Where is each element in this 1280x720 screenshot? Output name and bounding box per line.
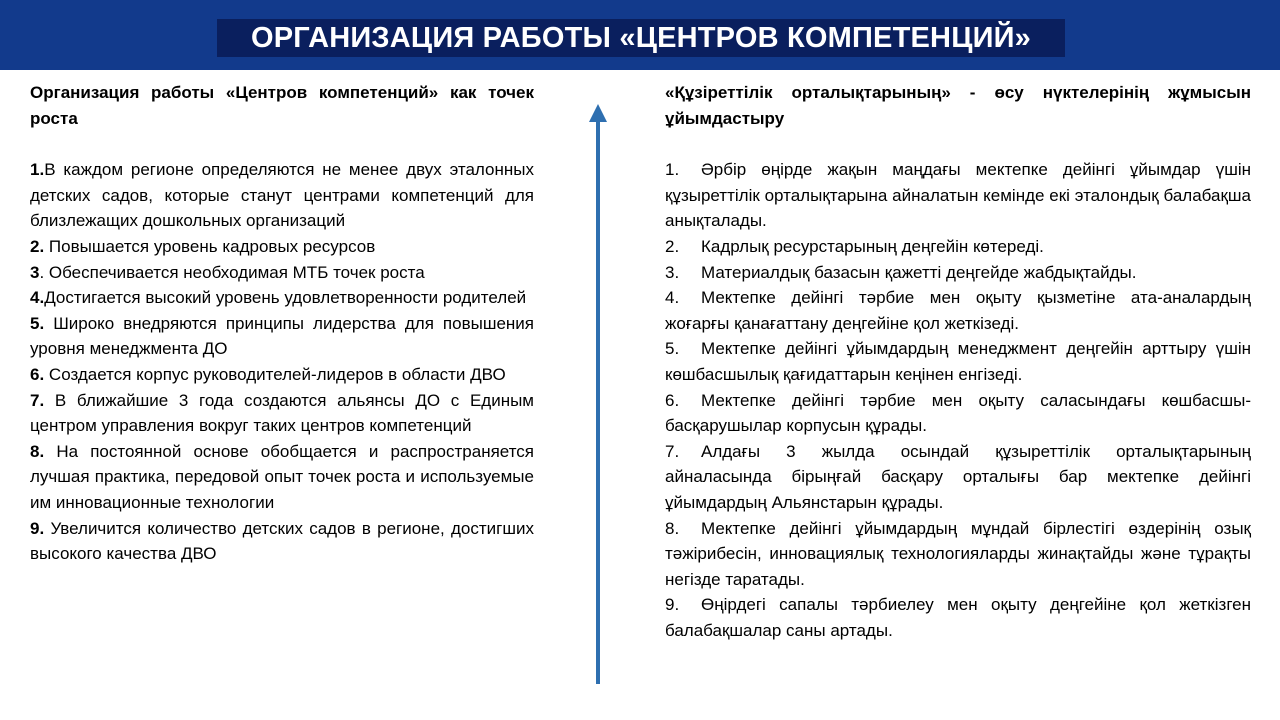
item-number: 7. [30, 390, 45, 410]
item-text: Кадрлық ресурстарының деңгейін көтереді. [701, 236, 1044, 256]
item-number: 8. [30, 441, 45, 461]
item-text: В ближайшие 3 года создаются альянсы ДО с Единым центром управления вокруг таких центров компетенций [30, 390, 534, 436]
item-number: 5. [30, 313, 45, 333]
item-text: В каждом регионе определяются не менее двух эталонных детских садов, которые станут центрами компетенций для близлежащих дошкольных организаций [30, 160, 534, 231]
list-item [665, 516, 1251, 593]
item-text: Создается корпус руководителей-лидеров в области ДВО [44, 364, 506, 384]
item-text: Әрбір өңірде жақын маңдағы мектепке дейінгі ұйымдар үшін құзыреттілік орталықтарына айналатын кемінде екі эталондық балабақша анықталады. [665, 160, 1251, 231]
item-text: Широко внедряются принципы лидерства для повышения уровня менеджмента ДО [30, 313, 534, 359]
item-text: Алдағы 3 жылда осындай құзыреттілік орталықтарының айналасында бірыңғай басқару орталығы бар мектепке дейінгі ұйымдардың Альянстарын құрады. [665, 441, 1251, 512]
item-number: 6. [665, 390, 680, 410]
item-text: Мектепке дейінгі тәрбие мен оқыту қызметіне ата-аналардың жоғарғы қанағаттану деңгейіне қол жеткізеді. [665, 288, 1251, 333]
list-item [665, 260, 1251, 286]
list-item [30, 362, 534, 388]
item-number: 9. [30, 518, 45, 538]
title-banner [0, 0, 1280, 70]
item-text: Мектепке дейінгі ұйымдардың менеджмент деңгейін арттыру үшін көшбасшылық қағидаттарын кеңінен енгізеді. [665, 339, 1251, 384]
page-title: ОРГАНИЗАЦИЯ РАБОТЫ «ЦЕНТРОВ КОМПЕТЕНЦИЙ» [217, 19, 1065, 57]
item-text: Мектепке дейінгі тәрбие мен оқыту саласындағы көшбасшы-басқарушылар корпусын құрады. [665, 390, 1251, 436]
list-item [30, 388, 534, 439]
item-number: 2. [665, 236, 680, 256]
item-text: Увеличится количество детских садов в регионе, достигших высокого качества ДВО [30, 518, 534, 564]
item-text: Материалдық базасын қажетті деңгейде жабдықтайды. [701, 262, 1137, 282]
list-item [30, 311, 534, 362]
right-heading: «Құзіреттілік орталықтарының» - өсу нүктелерінің жұмысын ұйымдастыру [665, 83, 1251, 128]
item-number: 3 [30, 262, 40, 282]
item-text: Повышается уровень кадровых ресурсов [44, 236, 376, 256]
list-item [665, 234, 1251, 260]
list-item [665, 592, 1251, 643]
item-text: Мектепке дейінгі ұйымдардың мұндай бірлестігі өздерінің озық тәжірибесін, инновациялық технологияларды жинақтайды және тұрақты негізде таратады. [665, 518, 1251, 589]
item-number: 4. [30, 288, 45, 308]
arrow-up-icon [588, 104, 608, 684]
item-number: 4. [665, 288, 680, 308]
item-number: 8. [665, 518, 680, 538]
item-text: На постоянной основе обобщается и распространяется лучшая практика, передовой опыт точек роста и используемые им инновационные технологии [30, 441, 534, 512]
item-number: 1. [30, 160, 45, 180]
list-item [665, 157, 1251, 234]
list-item [665, 285, 1251, 336]
item-text: . Обеспечивается необходимая МТБ точек роста [39, 262, 425, 282]
item-text: Өңірдегі сапалы тәрбиелеу мен оқыту деңгейіне қол жеткізген балабақшалар саны артады. [665, 595, 1251, 640]
list-item [30, 516, 534, 567]
item-number: 7. [665, 441, 680, 461]
left-list [30, 157, 534, 567]
item-number: 2. [30, 236, 45, 256]
item-text: Достигается высокий уровень удовлетворенности родителей [44, 288, 527, 308]
list-item [30, 260, 534, 286]
item-number: 6. [30, 364, 45, 384]
item-number: 5. [665, 339, 680, 359]
item-number: 1. [665, 160, 680, 180]
list-item [665, 388, 1251, 439]
left-column-russian [30, 80, 534, 567]
list-item [30, 234, 534, 260]
item-number: 3. [665, 262, 680, 282]
list-item [30, 285, 534, 311]
item-number: 9. [665, 595, 680, 615]
right-list [665, 157, 1251, 643]
left-heading: Организация работы «Центров компетенций» как точек роста [30, 83, 534, 128]
right-column-kazakh [665, 80, 1251, 643]
list-item [665, 439, 1251, 516]
list-item [665, 336, 1251, 387]
list-item [30, 439, 534, 516]
list-item [30, 157, 534, 234]
